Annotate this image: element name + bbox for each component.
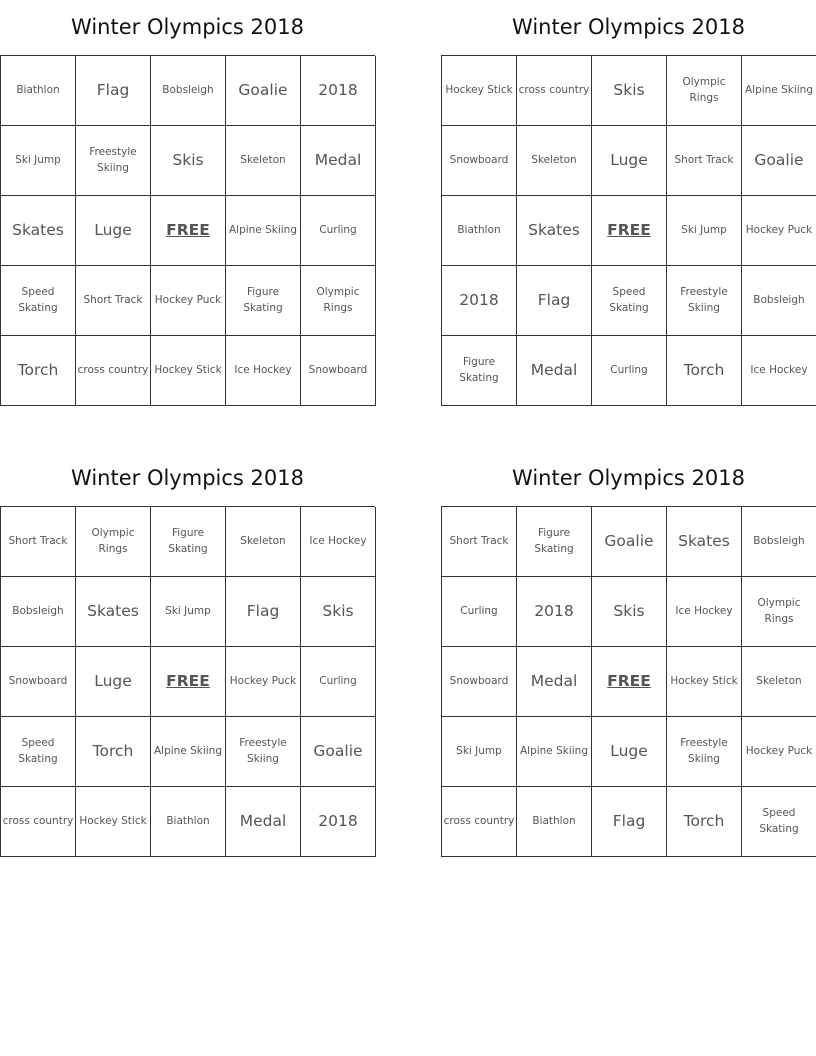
bingo-card-3 xyxy=(0,451,375,857)
bingo-cell: Goalie xyxy=(301,717,376,787)
bingo-cell: Biathlon xyxy=(442,196,517,266)
bingo-cell: Skis xyxy=(592,577,667,647)
bingo-cell: Medal xyxy=(226,787,301,857)
bingo-card-2 xyxy=(441,0,816,406)
bingo-cell: Luge xyxy=(76,647,151,717)
bingo-cell: Goalie xyxy=(742,126,816,196)
bingo-cell: Freestyle Skiing xyxy=(76,126,151,196)
bingo-cell: Hockey Puck xyxy=(151,266,226,336)
bingo-cell: Freestyle Skiing xyxy=(667,266,742,336)
bingo-cell: Skeleton xyxy=(226,126,301,196)
bingo-cell: Biathlon xyxy=(151,787,226,857)
bingo-cell: Alpine Skiing xyxy=(151,717,226,787)
bingo-cell: Skis xyxy=(301,577,376,647)
bingo-cell: Skeleton xyxy=(742,647,816,717)
bingo-cell: Torch xyxy=(667,336,742,406)
bingo-cell: Luge xyxy=(592,126,667,196)
bingo-cell: Bobsleigh xyxy=(742,266,816,336)
bingo-cell: 2018 xyxy=(301,56,376,126)
bingo-cell: Speed Skating xyxy=(592,266,667,336)
bingo-cell: Luge xyxy=(76,196,151,266)
bingo-card-1 xyxy=(0,0,375,406)
bingo-cell: cross country xyxy=(1,787,76,857)
bingo-cell: Torch xyxy=(1,336,76,406)
bingo-cell: Ski Jump xyxy=(667,196,742,266)
bingo-cell: Curling xyxy=(442,577,517,647)
bingo-cell: Skates xyxy=(667,507,742,577)
bingo-cell: cross country xyxy=(76,336,151,406)
bingo-cell: Figure Skating xyxy=(151,507,226,577)
bingo-cell: 2018 xyxy=(517,577,592,647)
bingo-cell: Torch xyxy=(667,787,742,857)
bingo-cell: Ice Hockey xyxy=(301,507,376,577)
bingo-cell: 2018 xyxy=(442,266,517,336)
bingo-cell: Hockey Stick xyxy=(151,336,226,406)
bingo-cell: Bobsleigh xyxy=(151,56,226,126)
bingo-cell: cross country xyxy=(442,787,517,857)
bingo-cell: Ice Hockey xyxy=(226,336,301,406)
bingo-cell: Hockey Puck xyxy=(742,717,816,787)
bingo-cell: Short Track xyxy=(667,126,742,196)
bingo-cell: Alpine Skiing xyxy=(742,56,816,126)
bingo-cell: Olympic Rings xyxy=(667,56,742,126)
bingo-cell: Torch xyxy=(76,717,151,787)
bingo-cell: Curling xyxy=(301,647,376,717)
bingo-cell: Snowboard xyxy=(442,647,517,717)
bingo-cell: cross country xyxy=(517,56,592,126)
bingo-cell: Skis xyxy=(151,126,226,196)
bingo-cell: Ice Hockey xyxy=(742,336,816,406)
bingo-cell: Figure Skating xyxy=(517,507,592,577)
bingo-cell: Flag xyxy=(226,577,301,647)
bingo-cell: Freestyle Skiing xyxy=(667,717,742,787)
bingo-cell: Ice Hockey xyxy=(667,577,742,647)
bingo-grid xyxy=(441,55,816,406)
bingo-cell: Medal xyxy=(517,647,592,717)
bingo-cell: Snowboard xyxy=(1,647,76,717)
bingo-cell: Ski Jump xyxy=(151,577,226,647)
bingo-cell: Speed Skating xyxy=(742,787,816,857)
bingo-cell: Snowboard xyxy=(442,126,517,196)
bingo-cell: Flag xyxy=(517,266,592,336)
bingo-grid xyxy=(441,506,816,857)
bingo-cell: Hockey Puck xyxy=(742,196,816,266)
bingo-grid xyxy=(0,506,375,857)
bingo-cell: Skates xyxy=(76,577,151,647)
free-space-cell: FREE xyxy=(151,196,226,266)
bingo-cell: Ski Jump xyxy=(1,126,76,196)
bingo-cell: Alpine Skiing xyxy=(517,717,592,787)
free-space-cell: FREE xyxy=(151,647,226,717)
bingo-cell: Freestyle Skiing xyxy=(226,717,301,787)
bingo-cell: 2018 xyxy=(301,787,376,857)
bingo-cell: Skeleton xyxy=(517,126,592,196)
bingo-cell: Medal xyxy=(301,126,376,196)
bingo-cell: Curling xyxy=(592,336,667,406)
bingo-cell: Figure Skating xyxy=(226,266,301,336)
bingo-cell: Hockey Stick xyxy=(667,647,742,717)
bingo-cell: Short Track xyxy=(442,507,517,577)
bingo-grid xyxy=(0,55,375,406)
bingo-cell: Flag xyxy=(76,56,151,126)
bingo-cell: Skates xyxy=(517,196,592,266)
bingo-cell: Medal xyxy=(517,336,592,406)
bingo-cell: Goalie xyxy=(226,56,301,126)
bingo-cell: Figure Skating xyxy=(442,336,517,406)
card-title: Winter Olympics 2018 xyxy=(512,466,745,490)
bingo-cell: Short Track xyxy=(76,266,151,336)
bingo-cell: Skates xyxy=(1,196,76,266)
bingo-cell: Hockey Stick xyxy=(76,787,151,857)
bingo-cell: Olympic Rings xyxy=(301,266,376,336)
free-space-cell: FREE xyxy=(592,647,667,717)
bingo-cell: Flag xyxy=(592,787,667,857)
card-title: Winter Olympics 2018 xyxy=(512,15,745,39)
bingo-card-4 xyxy=(441,451,816,857)
bingo-cell: Goalie xyxy=(592,507,667,577)
bingo-cell: Skeleton xyxy=(226,507,301,577)
bingo-cell: Alpine Skiing xyxy=(226,196,301,266)
bingo-cell: Bobsleigh xyxy=(742,507,816,577)
bingo-cell: Speed Skating xyxy=(1,266,76,336)
bingo-cell: Biathlon xyxy=(1,56,76,126)
bingo-cell: Speed Skating xyxy=(1,717,76,787)
bingo-cell: Hockey Puck xyxy=(226,647,301,717)
bingo-cell: Biathlon xyxy=(517,787,592,857)
bingo-cell: Short Track xyxy=(1,507,76,577)
bingo-cell: Ski Jump xyxy=(442,717,517,787)
bingo-cell: Snowboard xyxy=(301,336,376,406)
bingo-cell: Bobsleigh xyxy=(1,577,76,647)
bingo-cell: Curling xyxy=(301,196,376,266)
free-space-cell: FREE xyxy=(592,196,667,266)
bingo-cell: Hockey Stick xyxy=(442,56,517,126)
bingo-cell: Olympic Rings xyxy=(742,577,816,647)
bingo-cell: Luge xyxy=(592,717,667,787)
card-title: Winter Olympics 2018 xyxy=(71,15,304,39)
bingo-cell: Skis xyxy=(592,56,667,126)
card-title: Winter Olympics 2018 xyxy=(71,466,304,490)
bingo-cell: Olympic Rings xyxy=(76,507,151,577)
